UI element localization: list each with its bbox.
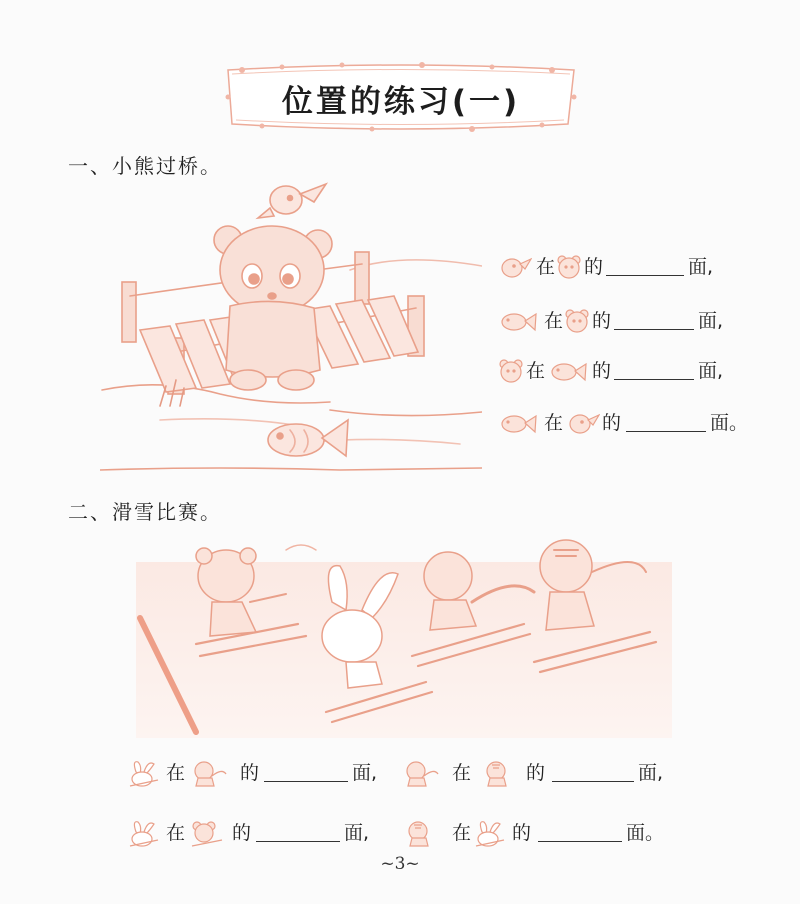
word-mian: 面,	[698, 360, 724, 382]
word-mian: 面。	[626, 822, 665, 844]
page-number: ~3~	[380, 854, 420, 874]
word-mian: 面,	[638, 762, 664, 784]
answer-blank[interactable]	[256, 841, 340, 842]
word-mian: 面,	[688, 256, 714, 278]
word-de: 的	[512, 822, 532, 844]
bear-bridge-illustration	[100, 180, 482, 472]
section1-line-3	[498, 356, 748, 386]
word-de: 的	[592, 360, 612, 382]
bird-icon	[566, 410, 600, 445]
answer-blank[interactable]	[614, 329, 694, 330]
word-zai: 在	[166, 822, 186, 844]
word-mian: 面。	[710, 412, 749, 434]
fish-icon	[498, 308, 538, 343]
tiger-icon	[402, 820, 440, 857]
bear-icon	[498, 358, 524, 393]
answer-blank[interactable]	[606, 275, 684, 276]
word-zai: 在	[544, 310, 564, 332]
word-mian: 面,	[698, 310, 724, 332]
word-zai: 在	[166, 762, 186, 784]
word-zai: 在	[544, 412, 564, 434]
word-de: 的	[584, 256, 604, 278]
section2-line-3	[128, 818, 388, 848]
word-zai: 在	[452, 822, 472, 844]
word-de: 的	[602, 412, 622, 434]
monkey-icon	[402, 760, 440, 797]
word-zai: 在	[536, 256, 556, 278]
answer-blank[interactable]	[538, 841, 622, 842]
section2-line-2	[402, 758, 672, 788]
word-zai: 在	[526, 360, 546, 382]
section1-line-1	[498, 252, 738, 282]
monkey-icon	[190, 760, 228, 797]
answer-blank[interactable]	[614, 379, 694, 380]
tiger-icon	[480, 760, 518, 797]
page-title: 位置的练习(一)	[281, 84, 521, 120]
word-de: 的	[232, 822, 252, 844]
rabbit-icon	[128, 760, 162, 797]
section-heading-2: 二、滑雪比赛。	[68, 500, 222, 524]
skiing-race-illustration	[136, 532, 672, 738]
bear-icon	[188, 820, 226, 857]
section1-line-2	[498, 306, 748, 336]
bird-icon	[498, 254, 532, 289]
answer-blank[interactable]	[552, 781, 634, 782]
word-mian: 面,	[352, 762, 378, 784]
rabbit-icon	[474, 820, 508, 857]
fish-icon	[498, 410, 538, 445]
section-heading-1: 一、小熊过桥。	[68, 154, 222, 178]
word-mian: 面,	[344, 822, 370, 844]
word-de: 的	[526, 762, 546, 784]
answer-blank[interactable]	[264, 781, 348, 782]
section1-line-4	[498, 408, 748, 438]
bear-icon	[564, 308, 590, 343]
rabbit-icon	[128, 820, 162, 857]
title-banner	[222, 62, 580, 132]
bear-icon	[556, 254, 582, 289]
word-de: 的	[592, 310, 612, 332]
answer-blank[interactable]	[626, 431, 706, 432]
section2-line-4	[402, 818, 672, 848]
section2-line-1	[128, 758, 388, 788]
fish-icon	[548, 358, 588, 393]
word-zai: 在	[452, 762, 472, 784]
word-de: 的	[240, 762, 260, 784]
